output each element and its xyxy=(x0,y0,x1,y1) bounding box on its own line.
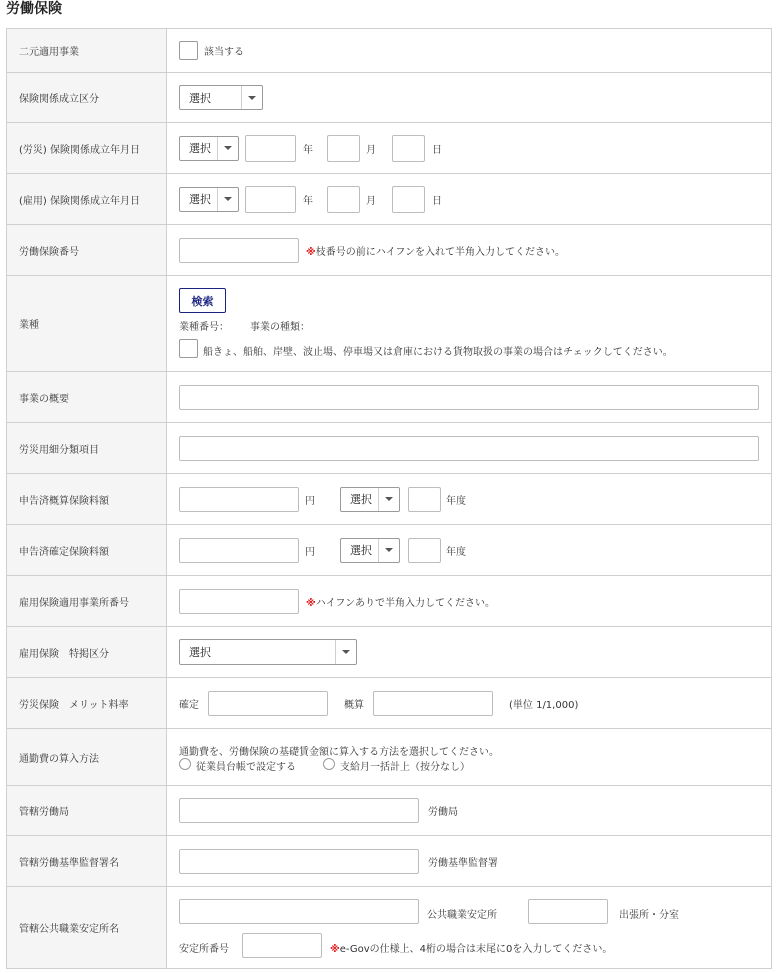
label-kankatsu-anteisho: 管轄公共職業安定所名 xyxy=(7,887,167,968)
row-kankatsu-anteisho: 管轄公共職業安定所名 公共職業安定所 出張所・分室 安定所番号 ※e-Govの仕様上、4桁の場合は末尾に0を入力してください。 xyxy=(7,887,772,969)
chevron-down-icon xyxy=(241,86,262,109)
nigen-checkbox-label: 該当する xyxy=(204,47,244,58)
row-gyoshu xyxy=(7,276,772,372)
row-koyou-jigyosho xyxy=(7,576,772,627)
row-rouhou-no xyxy=(7,225,772,276)
koyou-jigyosho-input[interactable] xyxy=(179,589,299,614)
tsukin-description: 通勤費を、労働保険の基礎賃金額に算入する方法を選択してください。 xyxy=(179,747,499,758)
anteisho-number-label: 安定所番号 xyxy=(179,944,229,955)
label-gaisan: 申告済概算保険料額 xyxy=(7,474,167,524)
gaiyou-input[interactable] xyxy=(179,385,759,410)
label-gaiyou: 事業の概要 xyxy=(7,372,167,422)
label-tsukin: 通勤費の算入方法 xyxy=(7,729,167,785)
chevron-down-icon xyxy=(378,539,399,562)
row-kakutei: 申告済確定保険料額 円 選択 年度 xyxy=(7,525,772,576)
gaisan-amount-input[interactable] xyxy=(179,487,299,512)
row-gaiyou xyxy=(7,372,772,423)
kakutei-amount-input[interactable] xyxy=(179,538,299,563)
row-kankatsu-roudoukyoku: 管轄労働局 労働局 xyxy=(7,786,772,836)
chevron-down-icon xyxy=(217,188,238,211)
chevron-down-icon xyxy=(217,137,238,160)
label-koyou-jigyosho: 雇用保険適用事業所番号 xyxy=(7,576,167,626)
row-rousai-date: (労災) 保険関係成立年月日 選択 年 月 日 xyxy=(7,123,772,174)
merit-gaisan-input[interactable] xyxy=(373,691,493,716)
kakutei-year-select[interactable]: 選択 xyxy=(340,538,400,563)
label-koyou-tokkei: 雇用保険 特掲区分 xyxy=(7,627,167,677)
kamotsu-checkbox-label: 船きょ、船舶、岸壁、波止場、停車場又は倉庫における貨物取扱の事業の場合はチェックしてください。 xyxy=(203,347,673,358)
rousai-saibunrui-input[interactable] xyxy=(179,436,759,461)
row-rousai-saibunrui xyxy=(7,423,772,474)
kakutei-nendo-input[interactable] xyxy=(408,538,441,563)
koyou-day-input[interactable] xyxy=(392,186,425,213)
rousai-day-input[interactable] xyxy=(392,135,425,162)
gyoshu-code-label: 業種番号： xyxy=(179,322,229,333)
label-rousai-date: (労災) 保険関係成立年月日 xyxy=(7,123,167,173)
label-rouhou-no: 労働保険番号 xyxy=(7,225,167,275)
merit-unit-note: (単位 1/1,000) xyxy=(509,699,579,711)
labor-insurance-form xyxy=(6,28,772,969)
anteisho-number-input[interactable] xyxy=(242,933,322,958)
row-merit xyxy=(7,678,772,729)
roudoukyoku-input[interactable] xyxy=(179,798,419,823)
anteisho-input[interactable] xyxy=(179,899,419,924)
rouhou-no-note: ※枝番号の前にハイフンを入れて半角入力してください。 xyxy=(306,246,566,258)
row-kankatsu-kantokusho: 管轄労働基準監督署名 労働基準監督署 xyxy=(7,836,772,887)
rousai-era-select[interactable]: 選択 xyxy=(179,136,239,161)
label-rousai-saibunrui: 労災用細分類項目 xyxy=(7,423,167,473)
seiritsu-kubun-select[interactable]: 選択 xyxy=(179,85,263,110)
rousai-month-input[interactable] xyxy=(327,135,360,162)
row-gaisan: 申告済概算保険料額 円 選択 年度 xyxy=(7,474,772,525)
row-seiritsu-kubun xyxy=(7,73,772,123)
koyou-year-input[interactable] xyxy=(245,186,296,213)
label-seiritsu-kubun: 保険関係成立区分 xyxy=(7,73,167,122)
row-koyou-tokkei xyxy=(7,627,772,678)
label-nigen: 二元適用事業 xyxy=(7,29,167,72)
row-tsukin xyxy=(7,729,772,786)
merit-kakutei-input[interactable] xyxy=(208,691,328,716)
tsukin-option2-label: 支給月一括計上（按分なし） xyxy=(340,762,470,773)
chevron-down-icon xyxy=(335,640,356,664)
gaisan-nendo-input[interactable] xyxy=(408,487,441,512)
nigen-checkbox[interactable] xyxy=(179,41,198,60)
row-koyou-date: (雇用) 保険関係成立年月日 選択 年 月 日 xyxy=(7,174,772,225)
row-nigen xyxy=(7,29,772,73)
rousai-year-input[interactable] xyxy=(245,135,296,162)
label-gyoshu: 業種 xyxy=(7,276,167,371)
label-kankatsu-roudoukyoku: 管轄労働局 xyxy=(7,786,167,835)
label-kakutei: 申告済確定保険料額 xyxy=(7,525,167,575)
tsukin-option1-radio[interactable] xyxy=(179,758,191,770)
koyou-tokkei-select[interactable]: 選択 xyxy=(179,639,357,665)
gaisan-year-select[interactable]: 選択 xyxy=(340,487,400,512)
section-title: 労働保険 xyxy=(6,1,62,17)
koyou-month-input[interactable] xyxy=(327,186,360,213)
koyou-jigyosho-note: ※ハイフンありで半角入力してください。 xyxy=(306,597,496,609)
label-merit: 労災保険 メリット料率 xyxy=(7,678,167,728)
merit-gaisan-label: 概算 xyxy=(344,699,364,711)
rouhou-no-input[interactable] xyxy=(179,238,299,263)
label-koyou-date: (雇用) 保険関係成立年月日 xyxy=(7,174,167,224)
gyoshu-kind-label: 事業の種類： xyxy=(250,322,310,333)
label-kankatsu-kantokusho: 管轄労働基準監督署名 xyxy=(7,836,167,886)
koyou-era-select[interactable]: 選択 xyxy=(179,187,239,212)
kantokusho-input[interactable] xyxy=(179,849,419,874)
merit-kakutei-label: 確定 xyxy=(179,699,199,711)
kamotsu-checkbox[interactable] xyxy=(179,339,198,358)
shutchojo-input[interactable] xyxy=(528,899,608,924)
search-button[interactable]: 検索 xyxy=(179,288,226,313)
tsukin-option1-label: 従業員台帳で設定する xyxy=(196,762,296,773)
anteisho-note: ※e-Govの仕様上、4桁の場合は末尾に0を入力してください。 xyxy=(330,944,613,955)
tsukin-option2-radio[interactable] xyxy=(323,758,335,770)
chevron-down-icon xyxy=(378,488,399,511)
